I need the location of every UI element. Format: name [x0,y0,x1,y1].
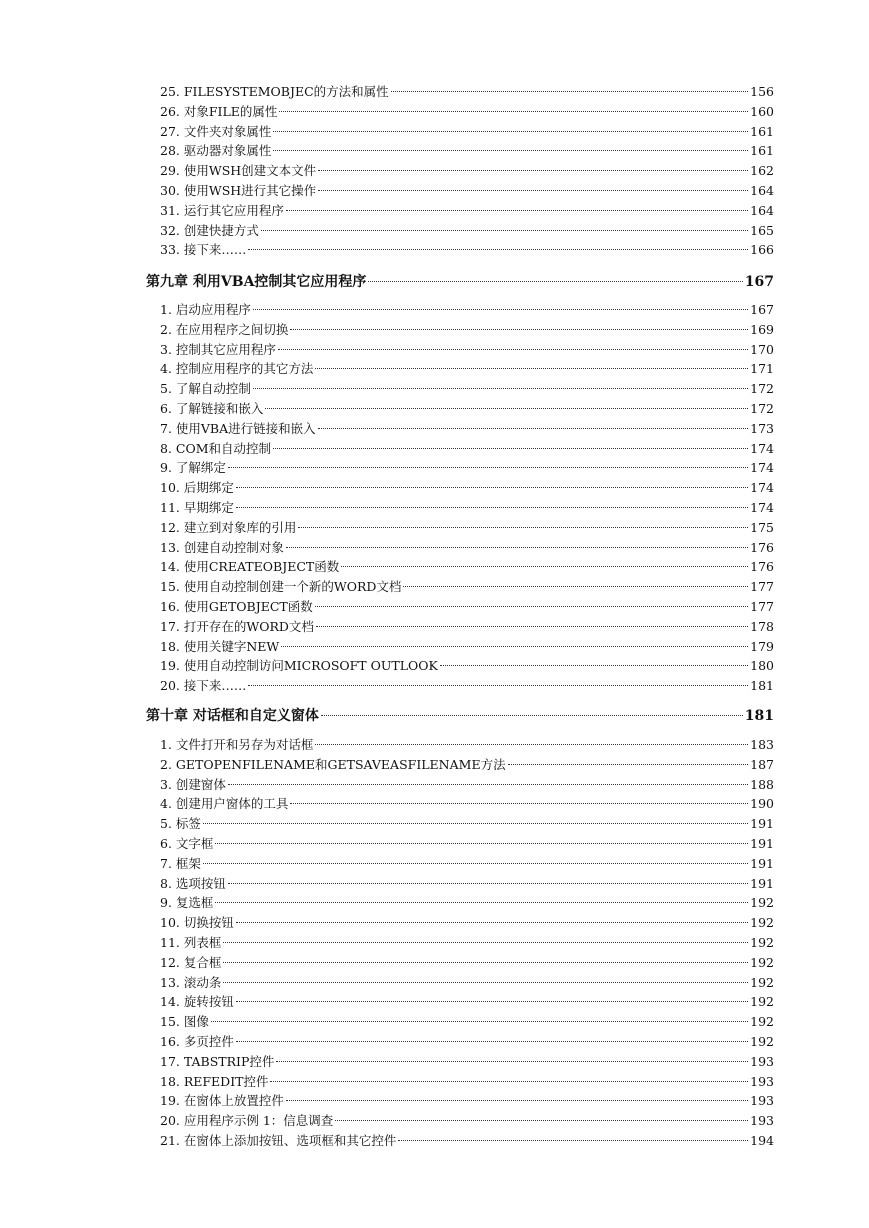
entry-page: 173 [750,420,774,436]
toc-entry[interactable] [160,359,774,379]
entry-title: 8. 选项按钮 [160,875,226,891]
chapter-title: 第九章 利用VBA控制其它应用程序 [146,274,367,290]
entry-title: 13. 滚动条 [160,974,222,990]
entry-page: 183 [750,737,774,752]
entry-page: 172 [750,401,774,416]
entry-title: 19. 在窗体上放置控件 [160,1093,284,1109]
leader-dots [398,1140,748,1141]
leader-dots [203,863,748,864]
entry-page: 174 [750,500,774,515]
entry-page: 192 [750,1014,774,1030]
entry-title: 14. 旋转按钮 [160,994,234,1010]
entry-title: 31. 运行其它应用程序 [160,202,284,218]
leader-dots [236,1041,748,1042]
entry-title: 10. 切换按钮 [160,915,234,931]
entry-title: 9. 复选框 [160,895,214,911]
entry-title: 10. 后期绑定 [160,480,234,496]
leader-dots [248,685,748,686]
entry-title: 32. 创建快捷方式 [160,222,259,238]
entry-title: 4. 创建用户窗体的工具 [160,796,289,812]
entry-page: 161 [750,143,774,159]
entry-page: 171 [750,361,774,377]
toc-entry[interactable] [160,1052,774,1072]
entry-page: 192 [750,1034,774,1049]
toc-entry[interactable] [160,122,774,142]
entry-page: 164 [750,183,774,198]
entry-title: 18. 使用关键字NEW [160,638,280,654]
toc-entry[interactable] [160,775,774,795]
toc-entry[interactable] [160,1091,774,1111]
entry-page: 156 [750,84,774,99]
entry-page: 193 [750,1073,774,1089]
entry-page: 191 [750,855,774,871]
entry-title: 33. 接下来…… [160,242,247,258]
entry-title: 19. 使用自动控制访问MICROSOFT OUTLOOK [160,658,438,674]
toc-entry[interactable] [160,439,774,459]
leader-dots [236,1001,748,1002]
leader-dots [318,190,748,191]
entry-title: 25. FILESYSTEMOBJEC的方法和属性 [160,84,389,99]
leader-dots [215,902,748,903]
toc-entry[interactable] [160,161,774,181]
entry-page: 164 [750,202,774,218]
toc-entry[interactable] [160,577,774,597]
entry-page: 176 [750,539,774,555]
entry-page: 177 [750,599,774,614]
toc-entry[interactable] [160,300,774,320]
toc-entry[interactable] [160,893,774,913]
leader-dots [228,784,748,785]
toc-entry[interactable] [160,1111,774,1131]
toc-entry[interactable] [160,597,774,617]
entry-title: 18. REFEDIT控件 [160,1073,269,1089]
leader-dots [315,368,748,369]
chapter-page: 181 [744,708,774,724]
toc-entry[interactable] [160,141,774,161]
leader-dots [273,448,748,449]
toc-entry[interactable] [160,340,774,360]
toc-entry[interactable] [160,656,774,676]
leader-dots [368,281,742,282]
entry-page: 174 [750,460,774,476]
entry-title: 2. 在应用程序之间切换 [160,321,289,337]
toc-entry[interactable] [160,221,774,241]
entry-page: 161 [750,123,774,139]
toc-entry[interactable] [160,953,774,973]
entry-page: 178 [750,618,774,634]
toc-entry[interactable] [160,973,774,993]
entry-title: 15. 图像 [160,1014,209,1030]
leader-dots [286,547,748,548]
entry-title: 29. 使用WSH创建文本文件 [160,163,317,179]
leader-dots [236,487,748,488]
entry-page: 172 [750,381,774,397]
toc-entry[interactable] [160,933,774,953]
entry-title: 16. 多页控件 [160,1034,234,1049]
chapter-9-heading[interactable] [146,271,774,293]
entry-page: 174 [750,440,774,456]
entry-title: 20. 应用程序示例 1：信息调查 [160,1113,334,1129]
leader-dots [253,388,748,389]
entry-title: 21. 在窗体上添加按钮、选项框和其它控件 [160,1133,397,1148]
leader-dots [290,803,748,804]
entry-page: 187 [750,756,774,772]
entry-title: 8. COM和自动控制 [160,440,272,456]
entry-title: 5. 标签 [160,816,201,832]
leader-dots [248,249,748,250]
entry-page: 191 [750,816,774,832]
toc-entry[interactable] [160,854,774,874]
leader-dots [278,349,748,350]
leader-dots [508,764,749,765]
toc-entry[interactable] [160,637,774,657]
chapter-title: 第十章 对话框和自定义窗体 [146,708,319,724]
leader-dots [316,626,748,627]
toc-entry[interactable] [160,478,774,498]
entry-title: 9. 了解绑定 [160,460,226,476]
entry-title: 12. 建立到对象库的引用 [160,519,297,535]
entry-title: 17. 打开存在的WORD文档 [160,618,314,634]
toc-entry[interactable] [160,518,774,538]
entry-page: 166 [750,242,774,258]
entry-title: 7. 框架 [160,855,201,871]
leader-dots [228,883,748,884]
leader-dots [215,843,748,844]
entry-page: 176 [750,559,774,575]
leader-dots [321,715,743,716]
leader-dots [286,1100,748,1101]
entry-title: 3. 创建窗体 [160,776,226,792]
chapter-10-heading[interactable] [146,705,774,727]
leader-dots [228,467,748,468]
leader-dots [273,131,748,132]
toc-entry[interactable] [160,399,774,419]
leader-dots [290,329,748,330]
entry-page: 192 [750,895,774,911]
entry-page: 169 [750,321,774,337]
entry-page: 165 [750,222,774,238]
entry-page: 191 [750,836,774,851]
leader-dots [261,230,748,231]
toc-entry[interactable] [160,735,774,755]
toc-entry[interactable] [160,458,774,478]
leader-dots [341,566,748,567]
entry-title: 27. 文件夹对象属性 [160,123,272,139]
entry-title: 30. 使用WSH进行其它操作 [160,183,317,198]
toc-entry[interactable] [160,874,774,894]
toc-entry[interactable] [160,992,774,1012]
entry-page: 192 [750,974,774,990]
entry-title: 28. 驱动器对象属性 [160,143,272,159]
leader-dots [315,744,748,745]
entry-page: 193 [750,1053,774,1069]
leader-dots [281,646,748,647]
leader-dots [403,586,748,587]
leader-dots [203,823,748,824]
entry-title: 15. 使用自动控制创建一个新的WORD文档 [160,579,402,595]
leader-dots [315,606,748,607]
entry-page: 174 [750,480,774,496]
entry-page: 190 [750,796,774,812]
toc-entry[interactable] [160,814,774,834]
toc-entry[interactable] [160,1072,774,1092]
entry-title: 1. 启动应用程序 [160,302,251,317]
toc-entry[interactable] [160,676,774,696]
entry-page: 193 [750,1093,774,1109]
toc-entry[interactable] [160,834,774,854]
toc-entry[interactable] [160,794,774,814]
leader-dots [236,922,748,923]
entry-title: 11. 早期绑定 [160,500,234,515]
entry-page: 180 [750,658,774,674]
leader-dots [318,170,748,171]
leader-dots [273,150,748,151]
toc-entry[interactable] [160,379,774,399]
entry-title: 12. 复合框 [160,954,222,970]
entry-page: 192 [750,954,774,970]
toc-entry[interactable] [160,82,774,102]
toc-entry[interactable] [160,498,774,518]
entry-title: 2. GETOPENFILENAME和GETSAVEASFILENAME方法 [160,756,506,772]
leader-dots [279,111,748,112]
toc-entry[interactable] [160,538,774,558]
toc-entry[interactable] [160,181,774,201]
toc-entry[interactable] [160,240,774,260]
leader-dots [335,1120,748,1121]
leader-dots [298,527,748,528]
leader-dots [440,665,748,666]
entry-page: 170 [750,341,774,357]
toc-entry[interactable] [160,102,774,122]
leader-dots [211,1021,748,1022]
entry-page: 192 [750,994,774,1010]
entry-title: 14. 使用CREATEOBJECT函数 [160,559,340,575]
entry-title: 5. 了解自动控制 [160,381,251,397]
leader-dots [236,507,748,508]
entry-page: 188 [750,776,774,792]
entry-title: 3. 控制其它应用程序 [160,341,276,357]
toc-entry[interactable] [160,755,774,775]
leader-dots [253,309,748,310]
entry-title: 17. TABSTRIP控件 [160,1053,275,1069]
entry-page: 167 [750,302,774,317]
leader-dots [223,962,748,963]
entry-title: 6. 了解链接和嵌入 [160,401,264,416]
entry-title: 7. 使用VBA进行链接和嵌入 [160,420,316,436]
entry-title: 13. 创建自动控制对象 [160,539,284,555]
toc-entry[interactable] [160,1032,774,1052]
toc-entry[interactable] [160,1131,774,1151]
entry-title: 11. 列表框 [160,935,222,950]
entry-title: 1. 文件打开和另存为对话框 [160,737,314,752]
toc-entry[interactable] [160,913,774,933]
leader-dots [276,1061,748,1062]
entry-title: 6. 文字框 [160,836,214,851]
toc-entry[interactable] [160,617,774,637]
leader-dots [391,91,748,92]
toc-entry[interactable] [160,419,774,439]
leader-dots [265,408,748,409]
entry-page: 179 [750,638,774,654]
leader-dots [286,210,748,211]
toc-entry[interactable] [160,1012,774,1032]
leader-dots [223,942,748,943]
entry-page: 193 [750,1113,774,1129]
chapter-page: 167 [744,274,774,290]
entry-page: 177 [750,579,774,595]
entry-title: 4. 控制应用程序的其它方法 [160,361,314,377]
entry-page: 191 [750,875,774,891]
entry-page: 192 [750,935,774,950]
entry-page: 181 [750,678,774,694]
toc-entry[interactable] [160,320,774,340]
leader-dots [270,1081,748,1082]
entry-title: 16. 使用GETOBJECT函数 [160,599,313,614]
leader-dots [318,428,749,429]
leader-dots [223,982,748,983]
entry-page: 194 [750,1133,774,1148]
toc-entry[interactable] [160,201,774,221]
toc-entry[interactable] [160,557,774,577]
entry-title: 20. 接下来…… [160,678,247,694]
entry-title: 26. 对象FILE的属性 [160,103,278,119]
entry-page: 160 [750,103,774,119]
entry-page: 162 [750,163,774,179]
entry-page: 175 [750,519,774,535]
entry-page: 192 [750,915,774,931]
